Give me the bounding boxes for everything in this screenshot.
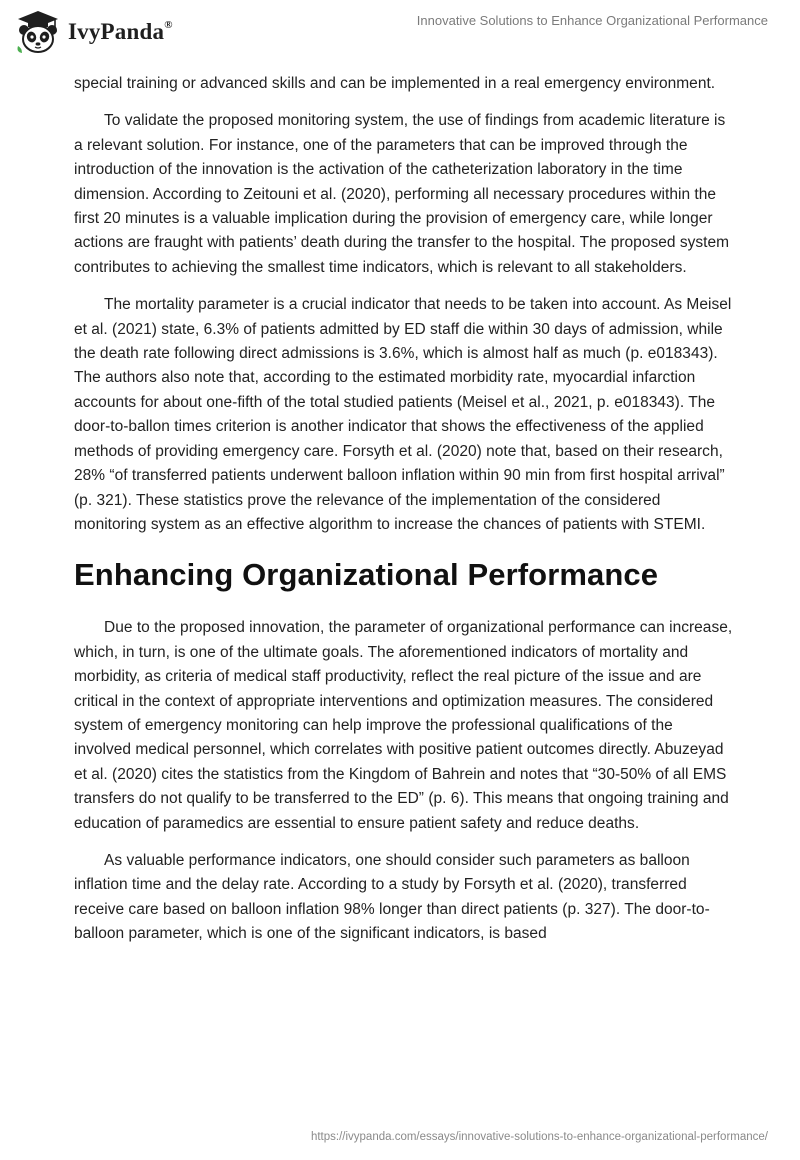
essay-body: [74, 72, 734, 960]
paragraph-1: special training or advanced skills and can be implemented in a real emergency environment.: [74, 75, 716, 92]
site-logo[interactable]: [14, 8, 173, 56]
logo-text: IvyPanda: [68, 19, 165, 44]
paragraph-5: As valuable performance indicators, one should consider such parameters as balloon inflation time and the delay rate. According to a study by Forsyth et al. (2020), transferred receive care based on balloon inflation 98% longer than direct patients (p. 327). The door-to-balloon parameter, which is one of the significant indicators, is based: [74, 851, 710, 943]
paragraph-4: Due to the proposed innovation, the parameter of organizational performance can increase, which, in turn, is one of the ultimate goals. The aforementioned indicators of mortality and morbidity, as criteria of medical staff productivity, reflect the real picture of the issue and are critical in the context of appropriate interventions and optimization measures. The considered system of emergency monitoring can help improve the professional qualifications of the involved medical personnel, which correlates with positive patient outcomes directly. Abuzeyad et al. (2020) cites the statistics from the Kingdom of Bahrein and notes that “30-50% of all EMS transfers do not qualify to be transferred to the ED” (p. 6). This means that ongoing training and education of paramedics are essential to ensure patient safety and reduce deaths.: [74, 619, 733, 832]
footer-url[interactable]: https://ivypanda.com/essays/innovative-solutions-to-enhance-organizational-performance/: [310, 1131, 768, 1143]
panda-graduate-icon: [14, 8, 62, 56]
paragraph-2: To validate the proposed monitoring system, the use of findings from academic literature is a relevant solution. For instance, one of the parameters that can be improved through the introduction of the innovation is the activation of the catheterization laboratory in the time dimension. According to Zeitouni et al. (2020), performing all necessary procedures within the first 20 minutes is a valuable implication during the provision of emergency care, while longer actions are fraught with patients’ death during the transfer to the hospital. The proposed system contributes to achieving the smallest time indicators, which is relevant to all stakeholders.: [74, 112, 730, 276]
document-title: Innovative Solutions to Enhance Organizational Performance: [416, 13, 768, 28]
registered-mark: ®: [164, 19, 173, 32]
section-heading: Enhancing Organizational Performance: [74, 557, 659, 593]
logo-wordmark: [68, 19, 173, 45]
paragraph-3: The mortality parameter is a crucial indicator that needs to be taken into account. As Meisel et al. (2021) state, 6.3% of patients admitted by ED staff die within 30 days of admission, while the death rate following direct admissions is 3.6%, which is almost half as much (p. e018343). The authors also note that, according to the estimated morbidity rate, myocardial infarction accounts for about one-fifth of the total studied patients (Meisel et al., 2021, p. e018343). The door-to-ballon times criterion is another indicator that shows the effectiveness of the applied methods of providing emergency care. Forsyth et al. (2020) note that, based on their research, 28% “of transferred patients underwent balloon inflation within 90 min from first hospital arrival” (p. 321). These statistics prove the relevance of the implementation of the considered monitoring system as an effective algorithm to increase the chances of patients with STEMI.: [74, 296, 732, 533]
